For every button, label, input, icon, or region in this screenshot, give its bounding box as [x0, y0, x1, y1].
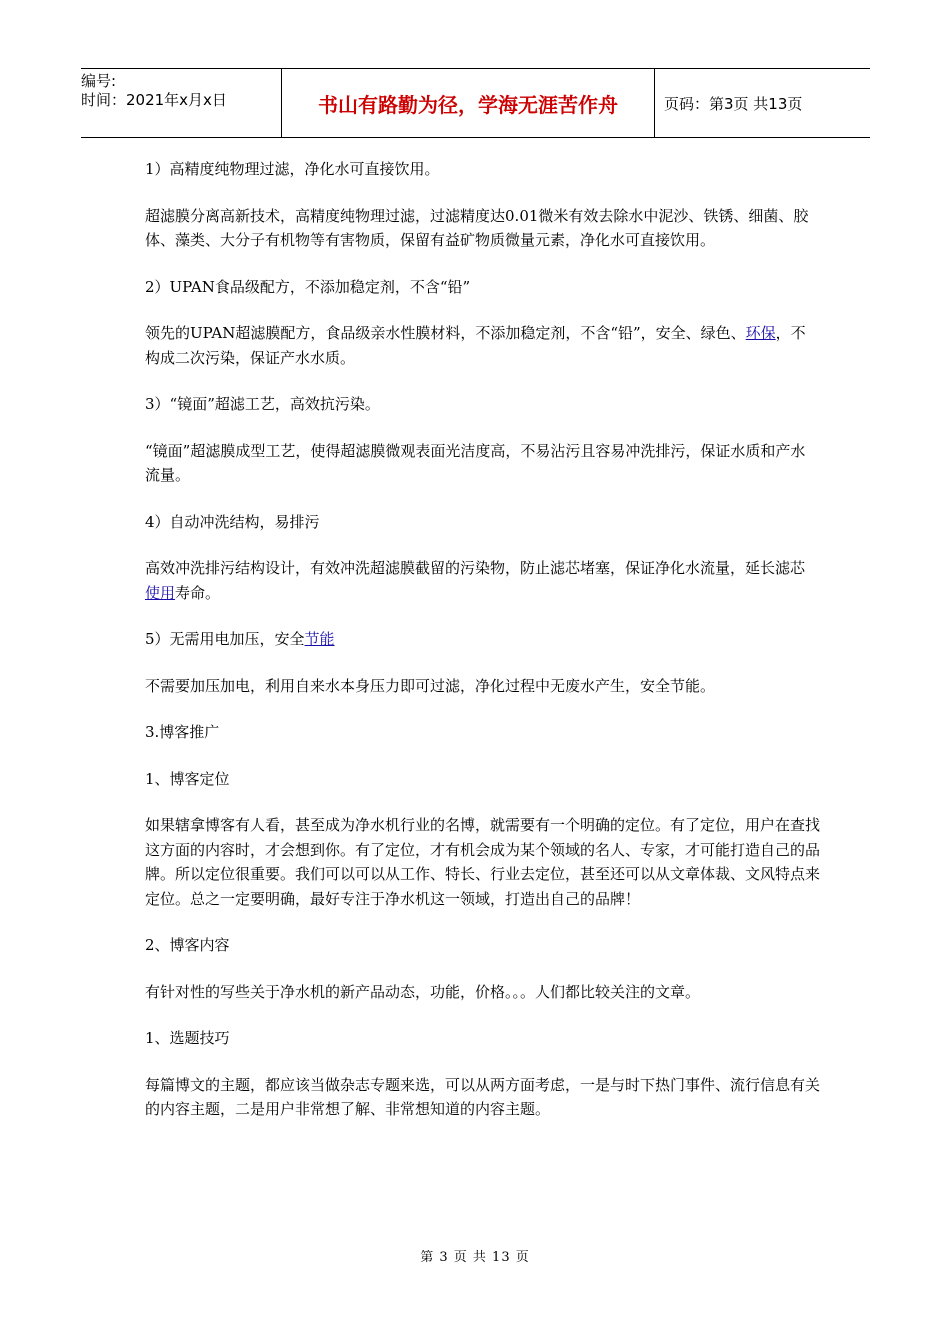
- header-page-info: 页码：第3页 共13页: [664, 94, 803, 113]
- subheading-blog-content: 2、博客内容: [145, 936, 230, 954]
- paragraph-1: 1）高精度纯物理过滤，净化水可直接饮用。: [145, 160, 440, 178]
- document-body: [145, 157, 820, 1144]
- paragraph-9-text: 5）无需用电加压，安全: [145, 630, 305, 648]
- paragraph-3: 2）UPAN食品级配方，不添加稳定剂，不含“铅”: [145, 277, 471, 296]
- header-time-label: 时间：2021年x月x日: [81, 91, 227, 109]
- link-jieneng[interactable]: 节能: [304, 630, 335, 648]
- subheading-topic-tips: 1、选题技巧: [145, 1029, 230, 1047]
- paragraph-7: 4）自动冲洗结构，易排污: [145, 512, 320, 531]
- paragraph-8-text-a: 高效冲洗排污结构设计，有效冲洗超滤膜截留的污染物，防止滤芯堵塞，保证净化水流量，延长滤芯: [145, 559, 806, 577]
- paragraph-10: 不需要加压加电，利用自来水本身压力即可过滤，净化过程中无废水产生，安全节能。: [145, 676, 716, 695]
- paragraph-4-text-a: 领先的UPAN超滤膜配方，食品级亲水性膜材料，不添加稳定剂，不含“铅”，安全、绿色、: [145, 324, 746, 342]
- link-huanbao[interactable]: 环保: [745, 324, 776, 342]
- paragraph-4-text-b: ，不构成二次污染，保证产水水质。: [145, 324, 806, 367]
- header-motto: 书山有路勤为径，学海无涯苦作舟: [282, 69, 655, 137]
- paragraph-2: 超滤膜分离高新技术，高精度纯物理过滤，过滤精度达0.01微米有效去除水中泥沙、铁锈、细菌、胶体、藻类、大分子有机物等有害物质，保留有益矿物质微量元素，净化水可直接饮用。: [145, 206, 809, 249]
- paragraph-9: [145, 627, 820, 652]
- paragraph-15: 有针对性的写些关于净水机的新产品动态，功能，价格。。。人们都比较关注的文章。: [145, 982, 701, 1001]
- page-header: [81, 68, 870, 138]
- paragraph-6: “镜面”超滤膜成型工艺，使得超滤膜微观表面光洁度高，不易沾污且容易冲洗排污，保证水质和产水流量。: [145, 441, 806, 484]
- paragraph-4: [145, 321, 820, 370]
- paragraph-5: 3）“镜面”超滤工艺，高效抗污染。: [145, 395, 380, 413]
- page-footer: 第 3 页 共 13 页: [420, 1250, 530, 1265]
- section-heading-blog: 3.博客推广: [145, 723, 220, 741]
- paragraph-13: 如果辖拿博客有人看，甚至成为净水机行业的名博，就需要有一个明确的定位。有了定位，用户在查找这方面的内容时，才会想到你。有了定位，才有机会成为某个领域的名人、专家，才可能打造自己的品牌。所以定位很重要。我们可以可以从工作、特长、行业去定位，甚至还可以从文章体裁、文风特点来定位。总之一定要明确，最好专注于净水机这一领域，打造出自己的品牌！: [145, 816, 821, 908]
- paragraph-8-text-b: 寿命。: [175, 583, 221, 602]
- subheading-blog-positioning: 1、博客定位: [145, 769, 230, 788]
- paragraph-17: 每篇博文的主题，都应该当做杂志专题来选，可以从两方面考虑，一是与时下热门事件、流行信息有关的内容主题，二是用户非常想了解、非常想知道的内容主题。: [145, 1075, 821, 1118]
- link-shiyong[interactable]: 使用: [145, 583, 176, 602]
- header-number-label: 编号:: [81, 72, 117, 90]
- paragraph-8: [145, 556, 820, 605]
- header-meta: [81, 69, 282, 137]
